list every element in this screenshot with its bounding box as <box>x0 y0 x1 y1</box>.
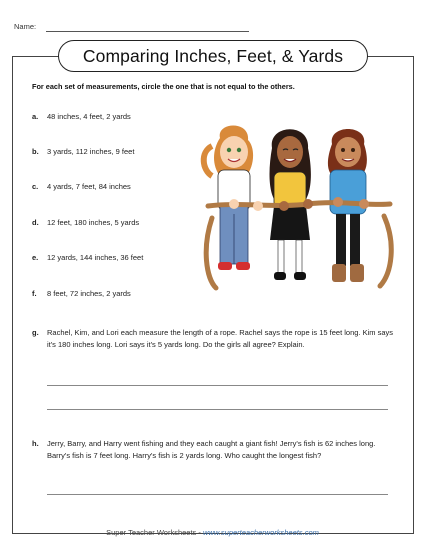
instructions-text: For each set of measurements, circle the one that is not equal to the others. <box>32 82 295 91</box>
item-d-label: d. <box>32 218 39 227</box>
footer-site-name: Super Teacher Worksheets <box>106 528 197 537</box>
name-field-line[interactable] <box>46 31 249 32</box>
problem-g-label: g. <box>32 328 39 337</box>
item-f-label: f. <box>32 289 37 298</box>
problem-g-text: Rachel, Kim, and Lori each measure the length of a rope. Rachel says the rope is 15 feet long. Kim says it's 180 inches long. Lori says it's 5 yards long. Do the girls all agree? Explain. <box>47 328 394 349</box>
item-b-label: b. <box>32 147 39 156</box>
item-a-text[interactable]: 48 inches, 4 feet, 2 yards <box>47 112 131 121</box>
problem-g <box>32 327 397 350</box>
answer-line-g-1[interactable] <box>47 385 388 386</box>
footer-url-link[interactable]: www.superteacherworksheets.com <box>202 528 319 537</box>
item-f-text[interactable]: 8 feet, 72 inches, 2 yards <box>47 289 131 298</box>
item-e-text[interactable]: 12 yards, 144 inches, 36 feet <box>47 253 144 262</box>
worksheet-title: Comparing Inches, Feet, & Yards <box>58 40 368 72</box>
footer-separator: - <box>196 528 203 537</box>
item-d-text[interactable]: 12 feet, 180 inches, 5 yards <box>47 218 140 227</box>
answer-line-h-1[interactable] <box>47 494 388 495</box>
name-label: Name: <box>14 22 37 31</box>
item-c-label: c. <box>32 182 39 191</box>
girl-left-figure <box>204 126 253 271</box>
problem-h <box>32 438 397 461</box>
item-b-text[interactable]: 3 yards, 112 inches, 9 feet <box>47 147 135 156</box>
item-a-label: a. <box>32 112 39 121</box>
problem-h-text: Jerry, Barry, and Harry went fishing and they each caught a giant fish! Jerry's fish is 62 inches long. Barry's fish is 7 feet long. Harry's fish is 2 yards long. Who caught the longest fish? <box>47 439 376 460</box>
item-e-label: e. <box>32 253 39 262</box>
footer <box>0 528 425 537</box>
answer-line-g-2[interactable] <box>47 409 388 410</box>
girls-with-rope-illustration <box>198 118 398 303</box>
item-c-text[interactable]: 4 yards, 7 feet, 84 inches <box>47 182 131 191</box>
problem-h-label: h. <box>32 439 39 448</box>
